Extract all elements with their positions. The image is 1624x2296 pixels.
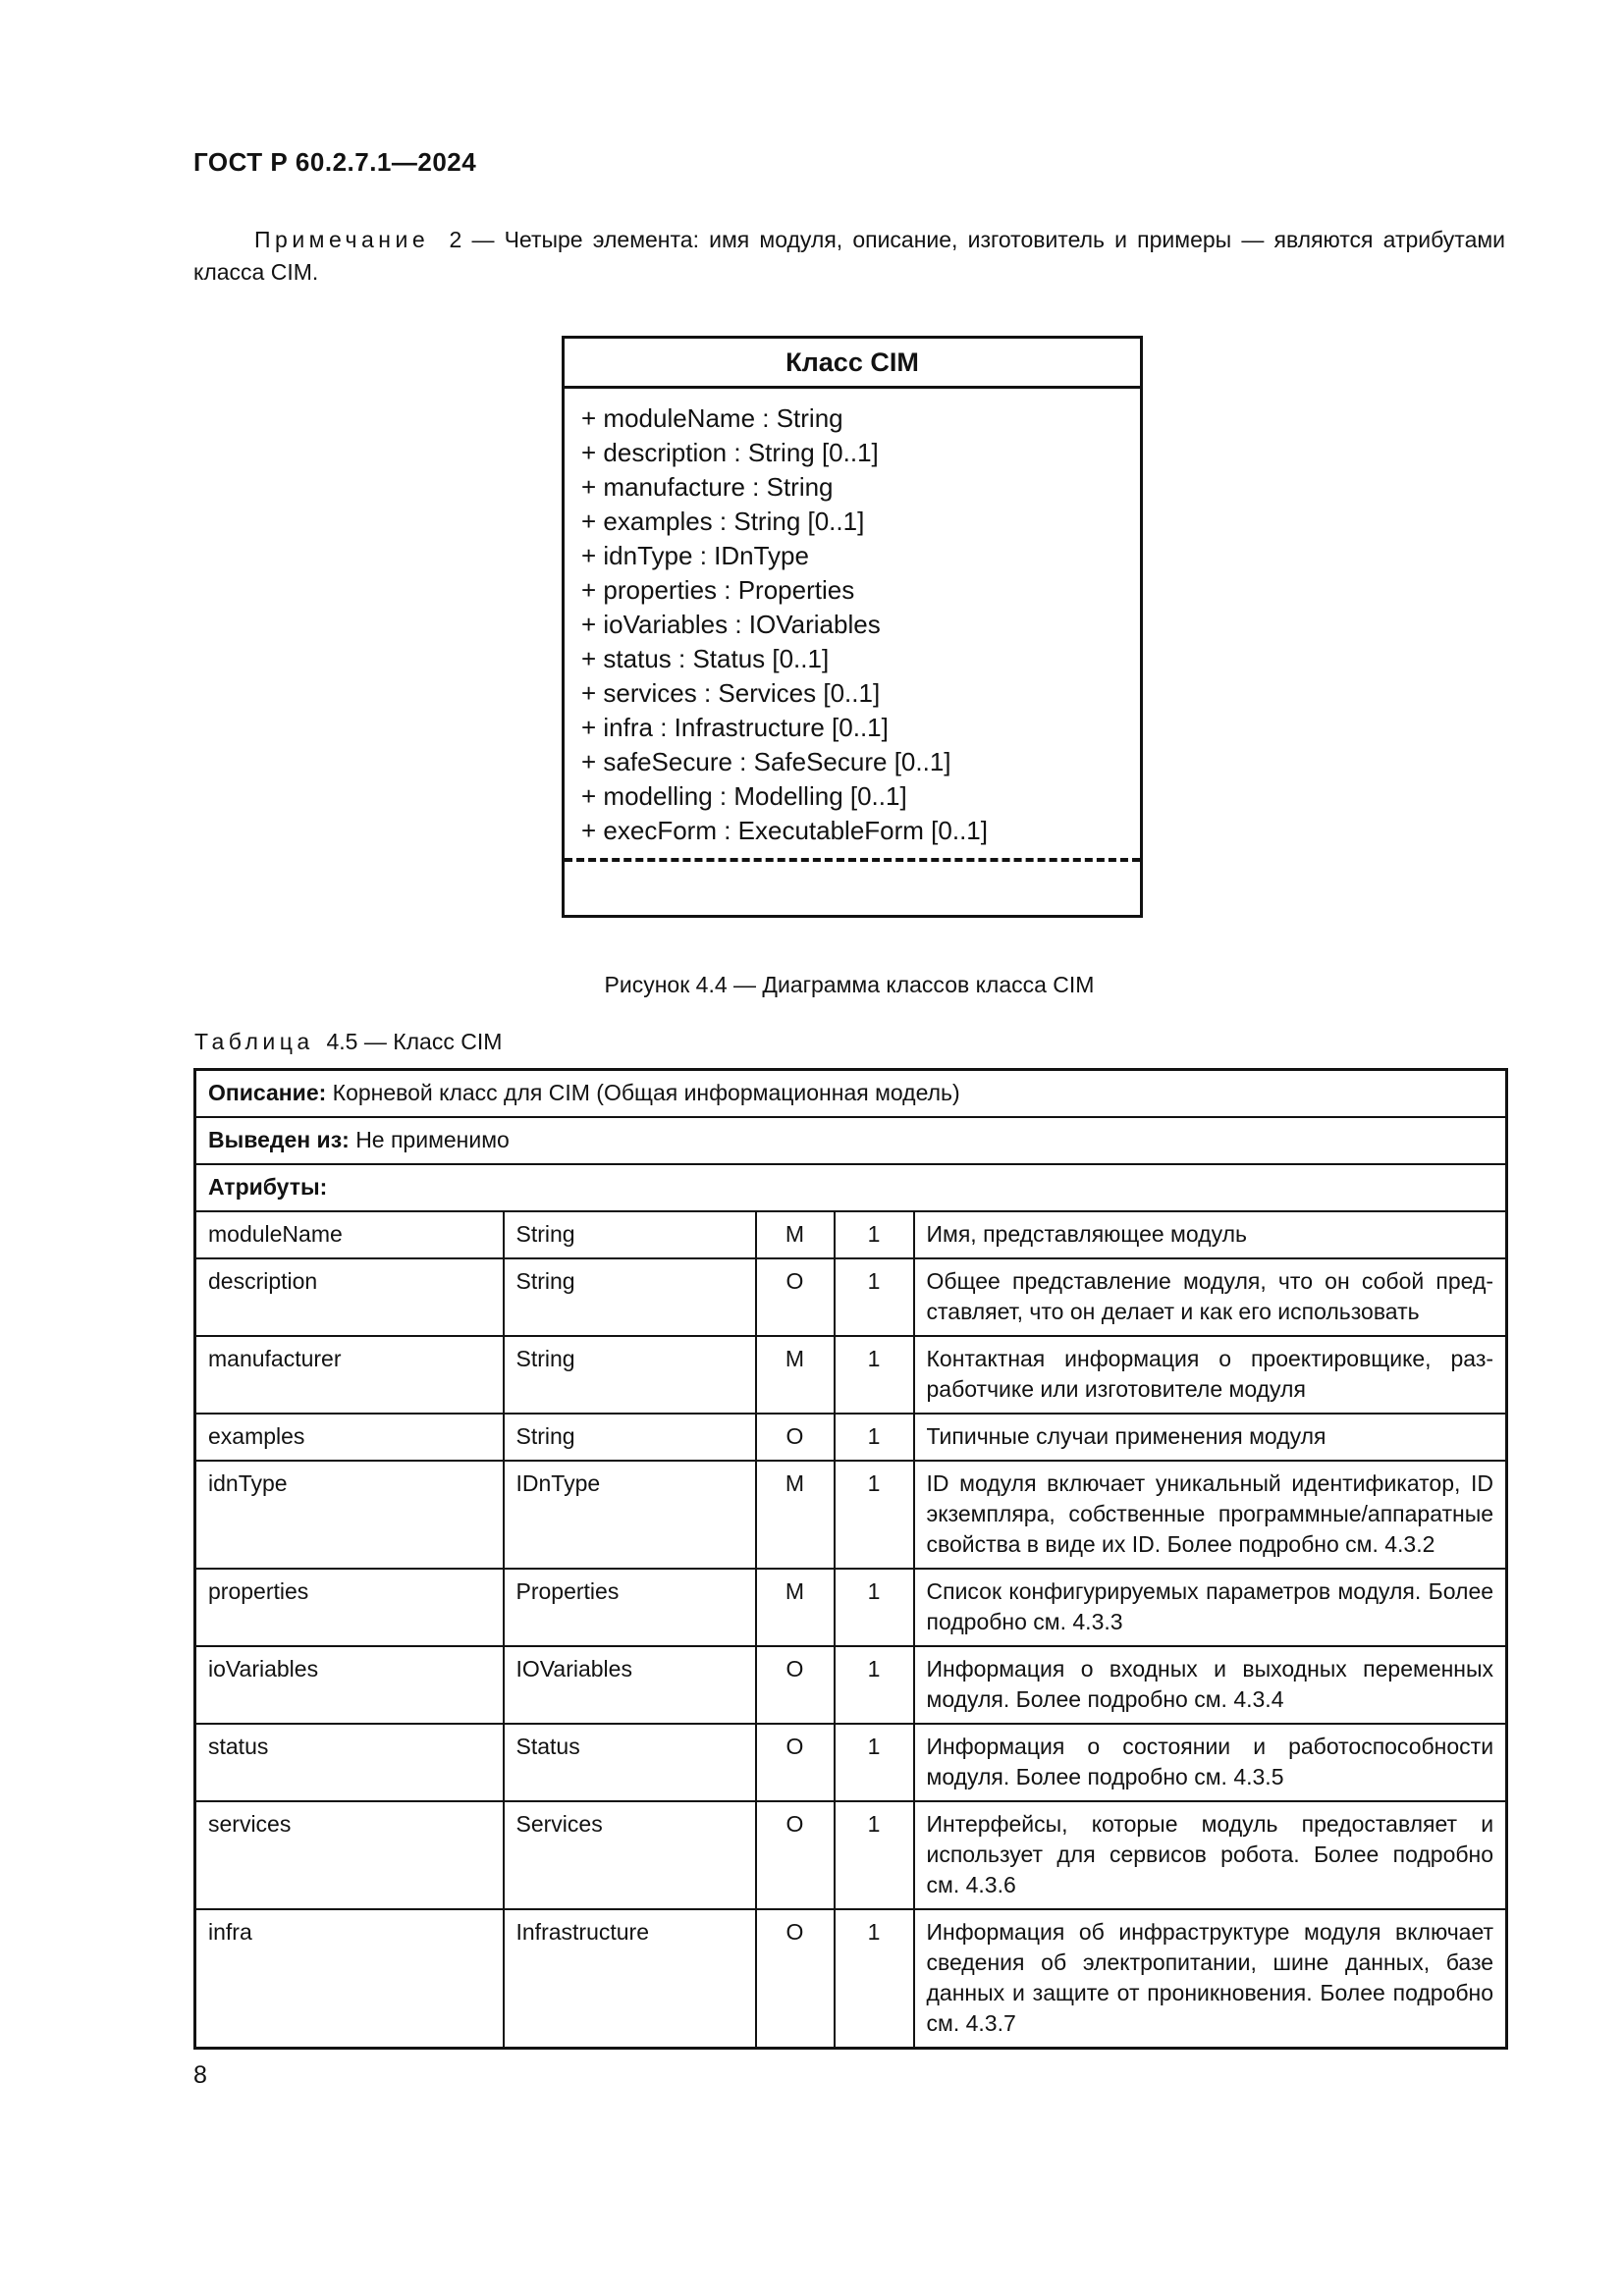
uml-class-title: Класс CIM — [565, 339, 1140, 389]
attributes-label: Атрибуты: — [208, 1174, 328, 1200]
note-text: — Четыре элемента: имя модуля, описание, изготовитель и примеры — являются атрибутами класса CIM. — [193, 227, 1506, 285]
attr-req-cell: O — [756, 1258, 835, 1336]
attr-desc-cell: Информация о состоянии и работоспособности модуля. Более подробно см. 4.3.5 — [914, 1724, 1507, 1801]
uml-attribute: + services : Services [0..1] — [581, 678, 881, 708]
uml-attribute: + examples : String [0..1] — [581, 507, 865, 536]
attr-req-cell: M — [756, 1461, 835, 1569]
uml-attributes-compartment — [565, 389, 1140, 858]
table-row-derived-from — [195, 1117, 1507, 1164]
attr-req-cell: O — [756, 1414, 835, 1461]
attr-mult-cell: 1 — [835, 1258, 914, 1336]
attr-type-cell: Services — [504, 1801, 756, 1909]
attr-mult-cell: 1 — [835, 1336, 914, 1414]
description-label: Описание: — [208, 1080, 327, 1105]
attr-name-cell: moduleName — [195, 1211, 504, 1258]
class-attributes-table — [193, 1068, 1508, 2050]
attr-type-cell: IOVariables — [504, 1646, 756, 1724]
attr-type-cell: String — [504, 1258, 756, 1336]
uml-attribute: + manufacture : String — [581, 472, 834, 502]
derived-from-label: Выведен из: — [208, 1127, 350, 1152]
attr-req-cell: M — [756, 1569, 835, 1646]
uml-operations-compartment-empty — [565, 858, 1140, 915]
uml-attribute: + idnType : IDnType — [581, 541, 809, 570]
uml-attribute: + properties : Properties — [581, 575, 855, 605]
attr-req-cell: O — [756, 1801, 835, 1909]
uml-attribute: + safeSecure : SafeSecure [0..1] — [581, 747, 951, 776]
attr-desc-cell: Контактная информация о проектировщике, разработчике или изготовителе модуля — [914, 1336, 1507, 1414]
table-row — [195, 1258, 1507, 1336]
uml-attribute: + infra : Infrastructure [0..1] — [581, 713, 889, 742]
doc-number: ГОСТ Р 60.2.7.1—2024 — [193, 147, 477, 177]
table-row — [195, 1724, 1507, 1801]
attr-desc-cell: Информация о входных и выходных переменных модуля. Более подробно см. 4.3.4 — [914, 1646, 1507, 1724]
attr-desc-cell: Имя, представляющее модуль — [914, 1211, 1507, 1258]
note-label: Примечание — [254, 227, 430, 252]
table-row — [195, 1569, 1507, 1646]
attr-mult-cell: 1 — [835, 1461, 914, 1569]
table-row — [195, 1801, 1507, 1909]
table-caption-label: Таблица — [194, 1029, 314, 1054]
attr-req-cell: O — [756, 1724, 835, 1801]
attr-name-cell: description — [195, 1258, 504, 1336]
attr-req-cell: M — [756, 1211, 835, 1258]
uml-class-box — [562, 336, 1143, 918]
attr-type-cell: Status — [504, 1724, 756, 1801]
note-number: 2 — [449, 227, 462, 252]
table-caption-text: 4.5 — Класс CIM — [326, 1029, 503, 1054]
attr-req-cell: O — [756, 1909, 835, 2049]
table-row — [195, 1909, 1507, 2049]
attr-desc-cell: Интерфейсы, которые модуль предоставляет и использует для сервисов робота. Более подробно см. 4.3.6 — [914, 1801, 1507, 1909]
attr-name-cell: ioVariables — [195, 1646, 504, 1724]
attr-mult-cell: 1 — [835, 1211, 914, 1258]
attr-type-cell: String — [504, 1414, 756, 1461]
uml-attribute: + description : String [0..1] — [581, 438, 879, 467]
figure-caption: Рисунок 4.4 — Диаграмма классов класса CIM — [604, 972, 1095, 997]
attr-name-cell: idnType — [195, 1461, 504, 1569]
page-number: 8 — [193, 2061, 207, 2089]
uml-attribute: + moduleName : String — [581, 403, 843, 433]
attr-mult-cell: 1 — [835, 1909, 914, 2049]
attr-type-cell: Infrastructure — [504, 1909, 756, 2049]
uml-attribute: + status : Status [0..1] — [581, 644, 830, 673]
table-row — [195, 1211, 1507, 1258]
table-row-attributes-header — [195, 1164, 1507, 1211]
attr-mult-cell: 1 — [835, 1414, 914, 1461]
attr-name-cell: manufacturer — [195, 1336, 504, 1414]
attr-desc-cell: Список конфигурируемых параметров модуля. Более подробно см. 4.3.3 — [914, 1569, 1507, 1646]
attr-desc-cell: Типичные случаи применения модуля — [914, 1414, 1507, 1461]
uml-attribute: + modelling : Modelling [0..1] — [581, 781, 907, 811]
attr-name-cell: services — [195, 1801, 504, 1909]
table-row — [195, 1336, 1507, 1414]
uml-attribute: + execForm : ExecutableForm [0..1] — [581, 816, 988, 845]
attr-mult-cell: 1 — [835, 1646, 914, 1724]
attr-req-cell: M — [756, 1336, 835, 1414]
table-caption — [194, 1029, 502, 1055]
attr-desc-cell: ID модуля включает уникальный идентификатор, ID экземпляра, собственные программные/аппаратные свойства в виде их ID. Более подробно см. 4.3.2 — [914, 1461, 1507, 1569]
derived-from-value: Не применимо — [355, 1127, 510, 1152]
attr-name-cell: infra — [195, 1909, 504, 2049]
note-paragraph — [193, 224, 1505, 289]
attr-desc-cell: Информация об инфраструктуре модуля включает сведения об электропитании, шине данных, базе данных и защите от проникновения. Более подробно см. 4.3.7 — [914, 1909, 1507, 2049]
table-row — [195, 1646, 1507, 1724]
attr-mult-cell: 1 — [835, 1724, 914, 1801]
attr-name-cell: status — [195, 1724, 504, 1801]
attr-mult-cell: 1 — [835, 1801, 914, 1909]
attr-type-cell: IDnType — [504, 1461, 756, 1569]
table-row-description — [195, 1070, 1507, 1118]
attr-name-cell: examples — [195, 1414, 504, 1461]
table-row — [195, 1414, 1507, 1461]
table-row — [195, 1461, 1507, 1569]
attr-mult-cell: 1 — [835, 1569, 914, 1646]
attr-type-cell: String — [504, 1211, 756, 1258]
attr-desc-cell: Общее представление модуля, что он собой представляет, что он делает и как его использовать — [914, 1258, 1507, 1336]
uml-attribute: + ioVariables : IOVariables — [581, 610, 881, 639]
attr-type-cell: String — [504, 1336, 756, 1414]
attr-type-cell: Properties — [504, 1569, 756, 1646]
attr-name-cell: properties — [195, 1569, 504, 1646]
attr-req-cell: O — [756, 1646, 835, 1724]
description-value: Корневой класс для CIM (Общая информационная модель) — [332, 1080, 960, 1105]
